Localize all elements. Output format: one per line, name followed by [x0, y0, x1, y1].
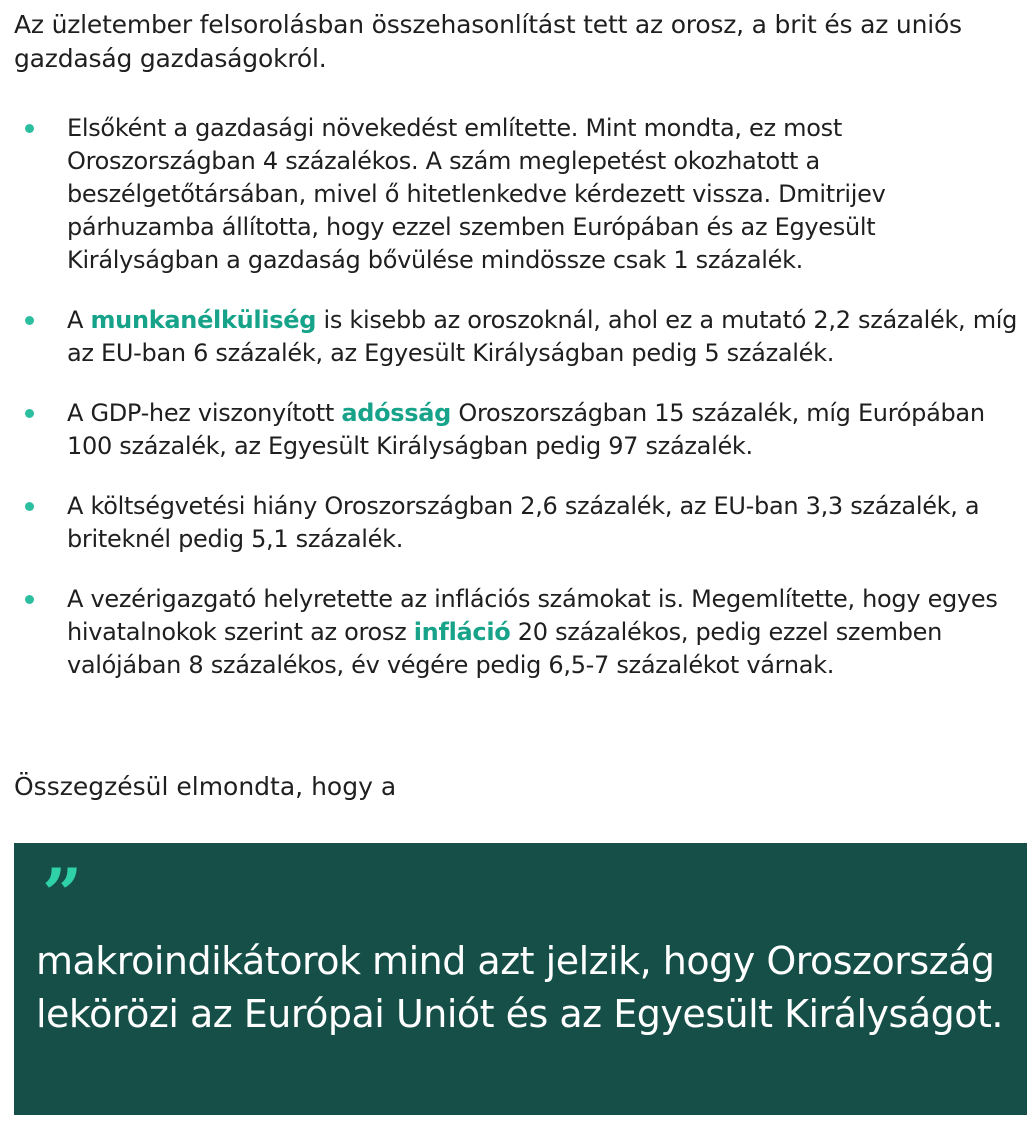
list-item-text: A GDP-hez viszonyított	[67, 399, 342, 427]
quote-mark-icon: ”	[42, 853, 83, 936]
adossag-link[interactable]: adósság	[341, 399, 452, 427]
list-item	[0, 490, 1034, 556]
inflacio-link[interactable]: infláció	[413, 618, 511, 646]
bullet-dot-icon	[25, 595, 34, 604]
bullet-dot-icon	[25, 316, 34, 325]
quote-text: makroindikátorok mind azt jelzik, hogy Oroszország lekörözi az Európai Uniót és az Egyesült Királyságot.	[36, 939, 1003, 1036]
summary-paragraph: Összegzésül elmondta, hogy a	[14, 772, 397, 801]
list-item-text: Elsőként a gazdasági növekedést említette. Mint mondta, ez most Oroszországban 4 százalékos. A szám meglepetést okozhatott a beszélgetőtársában, mivel ő hitetlenkedve kérdezett vissza. Dmitrijev párhuzamba állította, hogy ezzel szemben Európában és az Egyesült Királyságban a gazdaság bővülése mindössze csak 1 százalék.	[67, 114, 886, 274]
bullet-dot-icon	[25, 124, 34, 133]
list-item	[0, 583, 1034, 682]
list-item	[0, 304, 1034, 370]
list-item-text: is kisebb az oroszoknál, ahol ez a mutató 2,2 százalék, míg az EU-ban 6 százalék, az Egyesült Királyságban pedig 5 százalék.	[67, 306, 1018, 367]
list-item-text: A vezérigazgató helyretette az inflációs számokat is. Megemlítette, hogy egyes hivatalnokok szerint az orosz	[67, 585, 998, 646]
munkanelkuliseg-link[interactable]: munkanélküliség	[90, 306, 317, 334]
bullet-dot-icon	[25, 409, 34, 418]
comparison-list	[0, 112, 1034, 709]
pull-quote	[14, 843, 1027, 1115]
list-item-text: A költségvetési hiány Oroszországban 2,6 százalék, az EU-ban 3,3 százalék, a briteknél pedig 5,1 százalék.	[67, 492, 980, 553]
list-item-text: A	[67, 306, 91, 334]
list-item-text: Oroszországban 15 százalék, míg Európában 100 százalék, az Egyesült Királyságban pedig 97 százalék.	[67, 399, 985, 460]
list-item	[0, 397, 1034, 463]
list-item-text: 20 százalékos, pedig ezzel szemben valójában 8 százalékos, év végére pedig 6,5-7 százalékot várnak.	[67, 618, 943, 679]
bullet-dot-icon	[25, 502, 34, 511]
list-item	[0, 112, 1034, 277]
intro-paragraph: Az üzletember felsorolásban összehasonlítást tett az orosz, a brit és az uniós gazdaság gazdaságokról.	[14, 10, 962, 73]
